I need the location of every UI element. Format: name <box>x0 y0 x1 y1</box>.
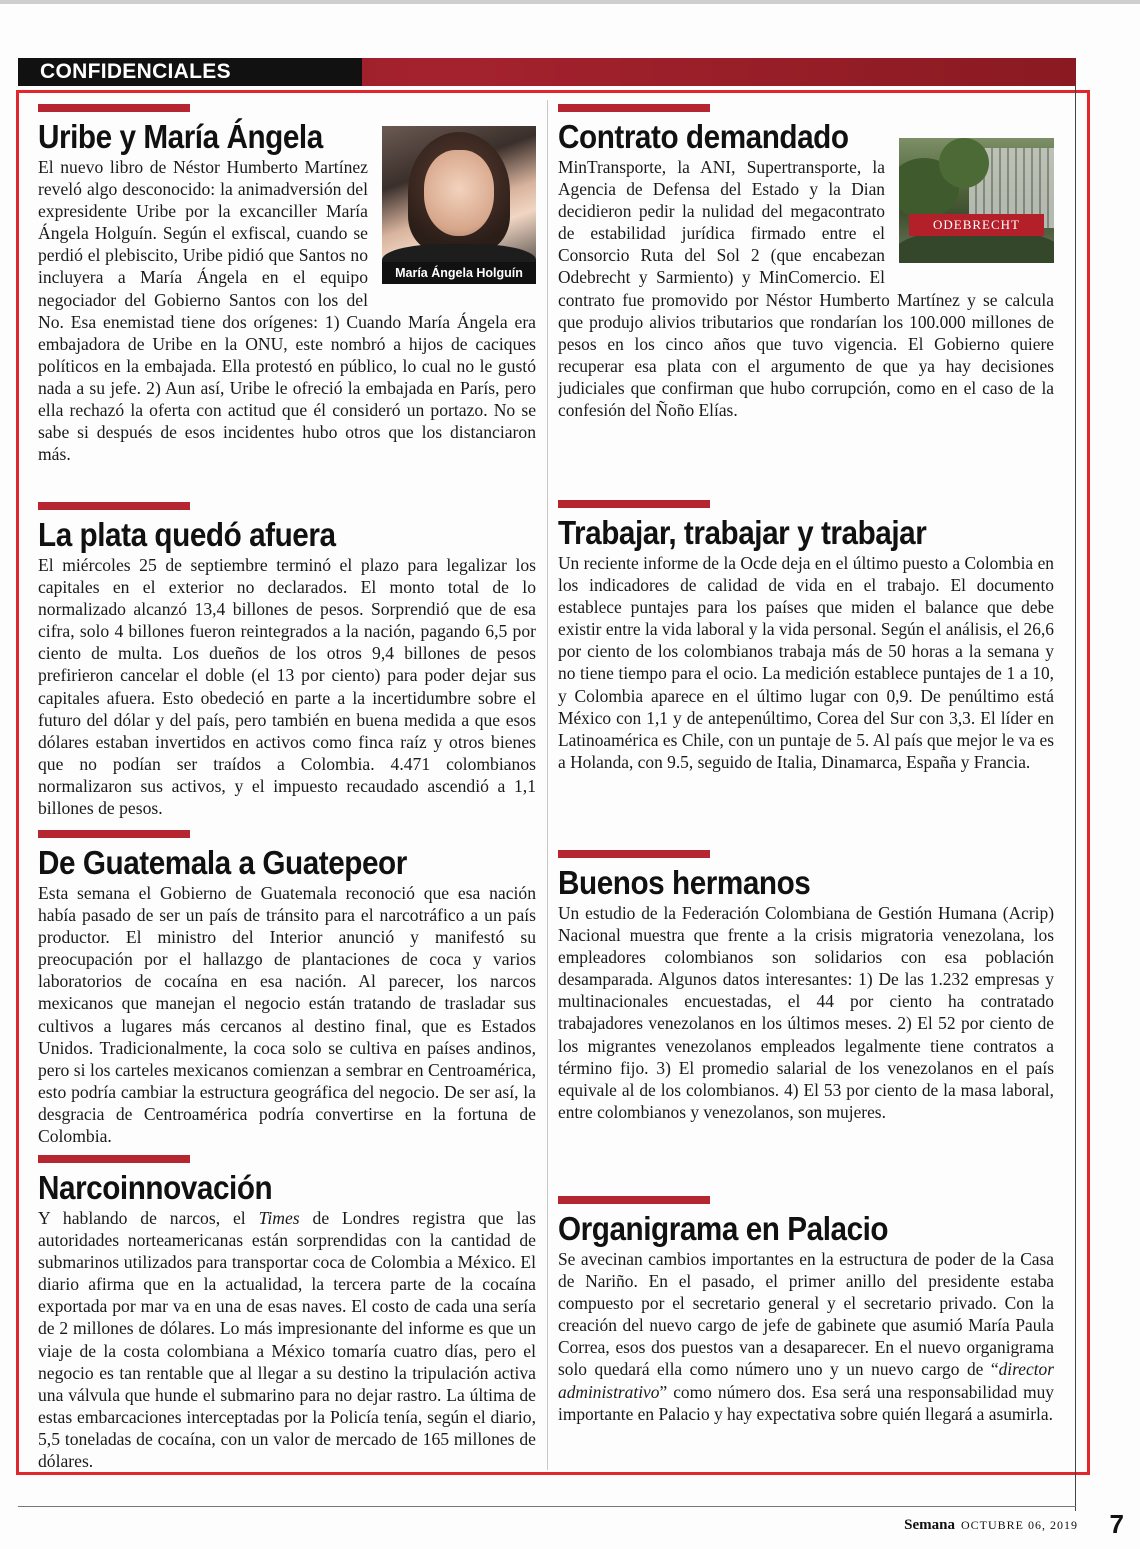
section-banner <box>18 58 1076 86</box>
article-body: El nuevo libro de Néstor Humberto Martínez reveló algo desconocido: la animadversión del expresidente Uribe por la excanciller María Ángela Holguín. Según el exfiscal, cuando se perdió el plebiscito, Uribe pidió que Santos no incluyera a María Ángela en el equipo negociador del Gobierno Santos con los del No. Esa enemistad tiene dos orígenes: 1) Cuando María Ángela era embajadora de Uribe en la ONU, este nombró a hijos de caciques políticos en la embajada. Ella protestó en público, lo cual no le gustó nada a su jefe. 2) Aun así, Uribe le ofreció la embajada en París, pero ella rechazó la oferta con actitud que él consideró un portazo. No se sabe si después de esos incidentes hubo otros que los distanciaron más. <box>38 157 536 465</box>
headline-accent-bar <box>558 1196 710 1204</box>
section-title: CONFIDENCIALES <box>18 58 362 86</box>
page-number: 7 <box>1109 1509 1124 1539</box>
article-body <box>38 1207 536 1472</box>
article-uribe <box>38 104 536 465</box>
column-divider <box>547 100 548 1470</box>
top-rule <box>0 0 1140 4</box>
article-organigrama <box>558 1196 1054 1425</box>
page-rule-right <box>1075 86 1076 1511</box>
article-narco <box>38 1155 536 1472</box>
article-plata <box>38 502 536 819</box>
headline: Contrato demandado <box>558 118 849 155</box>
photo-tree <box>939 138 989 188</box>
article-guatemala <box>38 830 536 1147</box>
odebrecht-sign: ODEBRECHT <box>909 214 1044 236</box>
article-body: MinTransporte, la ANI, Supertransporte, la Agencia de Defensa del Estado y la Dian decidieron pedir la nulidad del megacontrato de estabilidad jurídica firmado entre el Consorcio Ruta del Sol 2 (que encabezan Odebrecht y Sarmiento) y MinComercio. El contrato fue promovido por Néstor Humberto Martínez y se calcula que produjo alivios tributarios que rondarían los 100.000 millones de pesos en los cinco años que tuvo vigencia. El Gobierno quiere recuperar esa plata con el argumento de que ya hay decisiones judiciales que confirman que hubo corrupción, como en el caso de la confesión del Ñoño Elías. <box>558 157 1054 421</box>
headline-accent-bar <box>558 104 710 112</box>
body-text: Y hablando de narcos, el <box>38 1208 259 1228</box>
article-body: Esta semana el Gobierno de Guatemala reconoció que esa nación había pasado de ser un país de tránsito para el narcotráfico a un país productor. El ministro del Interior anunció y manifestó su preocupación por el hallazgo de plantaciones de coca y varios laboratorios de cocaína en esa nación. Al parecer, los narcos mexicanos que manejan el negocio están tratando de trasladar sus cultivos a lugares más cercanos al destino final, que es Estados Unidos. Tradicionalmente, la coca solo se cultiva en países andinos, pero si los carteles mexicanos comienzan a sembrar en Centroamérica, esto podría cambiar la estructura geográfica del negocio. De ser así, la desgracia de Centroamérica podría convertirse en la fortuna de Colombia. <box>38 883 536 1147</box>
portrait-photo <box>382 126 536 284</box>
headline-accent-bar <box>38 830 190 838</box>
headline: Buenos hermanos <box>558 864 811 901</box>
article-contrato <box>558 104 1054 421</box>
photo-face <box>424 150 494 236</box>
headline: La plata quedó afuera <box>38 516 336 553</box>
headline: Narcoinnovación <box>38 1169 273 1206</box>
photo-caption: María Ángela Holguín <box>382 262 536 284</box>
article-body: Un estudio de la Federación Colombiana de Gestión Humana (Acrip) Nacional muestra que frente a la crisis migratoria venezolana, los empleadores colombianos son solidarios con esa población desamparada. Algunos datos interesantes: 1) De las 1.232 empresas y multinacionales encuestadas, el 44 por ciento ha contratado trabajadores venezolanos en los últimos meses. 2) El 52 por ciento de los migrantes venezolanos empleados legalmente tiene contratos a término fijo. 3) El promedio salarial de los venezolanos en el país equivale al de los colombianos. 4) El 53 por ciento de la masa laboral, entre colombianos y venezolanos, son mujeres. <box>558 903 1054 1122</box>
article-hermanos <box>558 850 1054 1123</box>
headline: Uribe y María Ángela <box>38 118 323 155</box>
article-trabajar <box>558 500 1054 773</box>
headline-accent-bar <box>38 1155 190 1163</box>
article-body: El miércoles 25 de septiembre terminó el plazo para legalizar los capitales en el exterior no declarados. El monto total de lo normalizado alcanzó 13,4 billones de pesos. Sorprendió que de esa cifra, solo 4 billones fueron reintegrados a la nación, pagando 6,5 por ciento de multa. Los dueños de los otros 9,4 billones de pesos prefirieron cancelar el doble (el 13 por ciento) para poder dejar sus capitales afuera. Esto obedeció en parte a la incertidumbre sobre el futuro del dólar y del país, pero también en buena medida a que esos dólares estaban invertidos en activos como finca raíz y otros bienes que no podían ser traídos a Colombia. 4.471 colombianos normalizaron sus activos, y el impuesto recaudado ascendió a 1,1 billones de pesos. <box>38 555 536 819</box>
page-footer <box>904 1509 1124 1539</box>
headline: Trabajar, trabajar y trabajar <box>558 514 927 551</box>
headline-accent-bar <box>38 104 190 112</box>
body-text: ” como número dos. Esa será una responsabilidad muy importante en Palacio y hay expectativa sobre quién llegará a asumirla. <box>558 1381 1054 1424</box>
body-text: Se avecinan cambios importantes en la estructura de poder de la Casa de Nariño. En el pasado, el primer anillo del presidente estaba compuesto por el secretario general y el secretario privado. Con la creación del nuevo cargo de jefe de gabinete que asumió María Paula Correa, esos dos puestos van a desaparecer. En el nuevo organigrama solo quedará ella como número uno y un nuevo cargo de “ <box>558 1249 1054 1380</box>
job-title: director administrativo <box>558 1359 1054 1402</box>
page-rule-bottom <box>18 1506 1076 1507</box>
headline-accent-bar <box>38 502 190 510</box>
newspaper-name: Times <box>258 1208 300 1228</box>
issue-date: OCTUBRE 06, 2019 <box>960 1518 1078 1532</box>
article-body <box>558 1248 1054 1425</box>
body-text: de Londres registra que las autoridades norteamericanas están sorprendidas con la cantidad de submarinos utilizados para transportar coca de Colombia a México. El diario afirma que en la actualidad, la tercera parte de la cocaína exportada por mar va en una de esas naves. El costo de cada una sería de 2 millones de dólares. Lo más impresionante del informe es que un viaje de la costa colombiana a México tomaría cuatro días, pero el negocio es tan rentable que al llegar a su destino la tripulación activa una válvula que hunde el submarino para no dejar rastro. La última de estas embarcaciones interceptadas por la Policía tenía, según el diario, 5,5 toneladas de cocaína, con un valor de mercado de 165 millones de dólares. <box>38 1208 536 1472</box>
magazine-name: Semana <box>904 1517 955 1533</box>
article-body: Un reciente informe de la Ocde deja en el último puesto a Colombia en los indicadores de calidad de vida en el trabajo. El documento establece puntajes para los países que miden el balance que debe existir entre la vida laboral y la vida personal. Según el análisis, el 26,6 por ciento de los colombianos trabaja más de 50 horas a la semana y no tiene tiempo para el ocio. La medición establece puntajes de 1 a 10, y Colombia aparece en el último lugar con 0,9. De penúltimo está México con 1,1 y de antepenúltimo, Corea del Sur con 3,3. El líder en Latinoamérica es Chile, con un puntaje de 5. Al país que mejor le va es a Holanda, con 9.5, seguido de Italia, Dinamarca, España y Francia. <box>558 553 1054 772</box>
headline-accent-bar <box>558 850 710 858</box>
headline: Organigrama en Palacio <box>558 1210 889 1247</box>
odebrecht-photo <box>899 138 1054 263</box>
headline-accent-bar <box>558 500 710 508</box>
headline: De Guatemala a Guatepeor <box>38 844 407 881</box>
